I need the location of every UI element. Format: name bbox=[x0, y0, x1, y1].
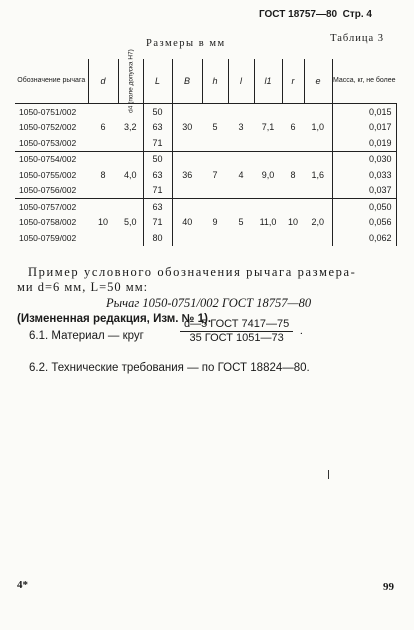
h-cell: 7 bbox=[202, 151, 228, 199]
material-numerator: d—5 ГОСТ 7417—75 bbox=[184, 318, 290, 330]
col-L: L bbox=[143, 59, 172, 104]
dimensions-caption: Размеры в мм bbox=[146, 38, 226, 49]
L-cell: 50 bbox=[143, 104, 172, 120]
example-designation: Рычаг 1050-0751/002 ГОСТ 18757—80 bbox=[106, 296, 312, 310]
mass-cell: 0,033 bbox=[332, 167, 396, 183]
mass-cell: 0,056 bbox=[332, 215, 396, 231]
L-cell: 63 bbox=[143, 167, 172, 183]
h-cell: 9 bbox=[212, 217, 218, 228]
mass-cell: 0,017 bbox=[332, 120, 396, 136]
mass-cell: 0,050 bbox=[332, 199, 396, 215]
d4-cell: 3,2 bbox=[118, 104, 143, 152]
L-cell: 63 bbox=[143, 120, 172, 136]
page-number-label: Стр. 4 bbox=[342, 9, 372, 20]
table-row bbox=[15, 151, 396, 167]
B-cell: 40 bbox=[182, 217, 193, 228]
designation-cell: 1050-0754/002 bbox=[19, 154, 77, 165]
r-cell: 6 bbox=[282, 104, 304, 152]
table-row bbox=[15, 104, 396, 120]
col-r: r bbox=[282, 59, 304, 104]
mass-cell: 0,015 bbox=[332, 104, 396, 120]
l1-cell: 11,0 bbox=[259, 217, 277, 228]
material-fraction bbox=[180, 318, 293, 345]
d-cell: 10 bbox=[97, 217, 108, 228]
table-row bbox=[15, 199, 396, 215]
B-cell: 30 bbox=[172, 104, 202, 152]
footer-page-number: 99 bbox=[383, 581, 394, 593]
mass-cell: 0,062 bbox=[332, 230, 396, 246]
L-cell: 71 bbox=[143, 183, 172, 199]
designation-cell: 1050-0752/002 bbox=[19, 122, 77, 133]
e-cell: 1,6 bbox=[304, 151, 332, 199]
l-cell: 4 bbox=[228, 151, 254, 199]
designation-cell: 1050-0758/002 bbox=[19, 217, 77, 228]
designation-cell: 1050-0759/002 bbox=[19, 232, 77, 243]
B-cell: 36 bbox=[172, 151, 202, 199]
amendment-note: (Измененная редакция, Изм. № 1). bbox=[17, 313, 212, 325]
e-cell: 2,0 bbox=[311, 217, 324, 228]
col-d4: d4 (поле допуска H7) bbox=[118, 59, 143, 104]
col-designation: Обозначение рычага bbox=[15, 59, 88, 104]
table-number: Таблица 3 bbox=[330, 33, 384, 44]
col-l: l bbox=[228, 59, 254, 104]
col-d: d bbox=[88, 59, 118, 104]
dimensions-table bbox=[15, 49, 397, 246]
col-B: B bbox=[172, 59, 202, 104]
example-text-line1: Пример условного обозначения рычага размера- bbox=[28, 265, 357, 279]
page-header bbox=[259, 9, 372, 20]
table-header-row bbox=[15, 59, 396, 104]
col-l1: l1 bbox=[254, 59, 282, 104]
footer-signature-mark: 4* bbox=[17, 579, 28, 591]
designation-cell: 1050-0755/002 bbox=[19, 169, 77, 180]
mass-cell: 0,019 bbox=[332, 135, 396, 151]
L-cell: 71 bbox=[143, 135, 172, 151]
designation-cell: 1050-0751/002 bbox=[19, 106, 77, 117]
col-mass: Масса, кг, не более bbox=[332, 59, 396, 104]
r-cell: 8 bbox=[282, 151, 304, 199]
designation-cell: 1050-0756/002 bbox=[15, 183, 88, 199]
d4-cell: 4,0 bbox=[118, 151, 143, 199]
l-cell: 5 bbox=[238, 217, 244, 228]
h-cell: 5 bbox=[202, 104, 228, 152]
col-h: h bbox=[202, 59, 228, 104]
L-cell: 50 bbox=[143, 151, 172, 167]
L-cell: 63 bbox=[143, 199, 172, 215]
l1-cell: 9,0 bbox=[254, 151, 282, 199]
margin-mark bbox=[328, 470, 329, 479]
col-e: e bbox=[304, 59, 332, 104]
technical-requirements-clause: 6.2. Технические требования — по ГОСТ 18824—80. bbox=[29, 362, 310, 374]
mass-cell: 0,037 bbox=[332, 183, 396, 199]
e-cell: 1,0 bbox=[304, 104, 332, 152]
material-end: . bbox=[300, 325, 303, 337]
designation-cell: 1050-0757/002 bbox=[19, 201, 77, 212]
material-clause: 6.1. Материал — круг bbox=[29, 330, 144, 342]
designation-cell: 1050-0753/002 bbox=[15, 135, 88, 151]
mass-cell: 0,030 bbox=[332, 151, 396, 167]
L-cell: 80 bbox=[143, 230, 172, 246]
l1-cell: 7,1 bbox=[254, 104, 282, 152]
r-cell: 10 bbox=[287, 217, 298, 228]
example-text-line2: ми d=6 мм, L=50 мм: bbox=[17, 280, 149, 294]
material-denominator: 35 ГОСТ 1051—73 bbox=[189, 332, 284, 344]
l-cell: 3 bbox=[228, 104, 254, 152]
d4-cell: 5,0 bbox=[123, 217, 137, 228]
d-cell: 6 bbox=[88, 104, 118, 152]
standard-number: ГОСТ 18757—80 bbox=[258, 9, 338, 20]
d-cell: 8 bbox=[88, 151, 118, 199]
L-cell: 71 bbox=[143, 215, 172, 231]
